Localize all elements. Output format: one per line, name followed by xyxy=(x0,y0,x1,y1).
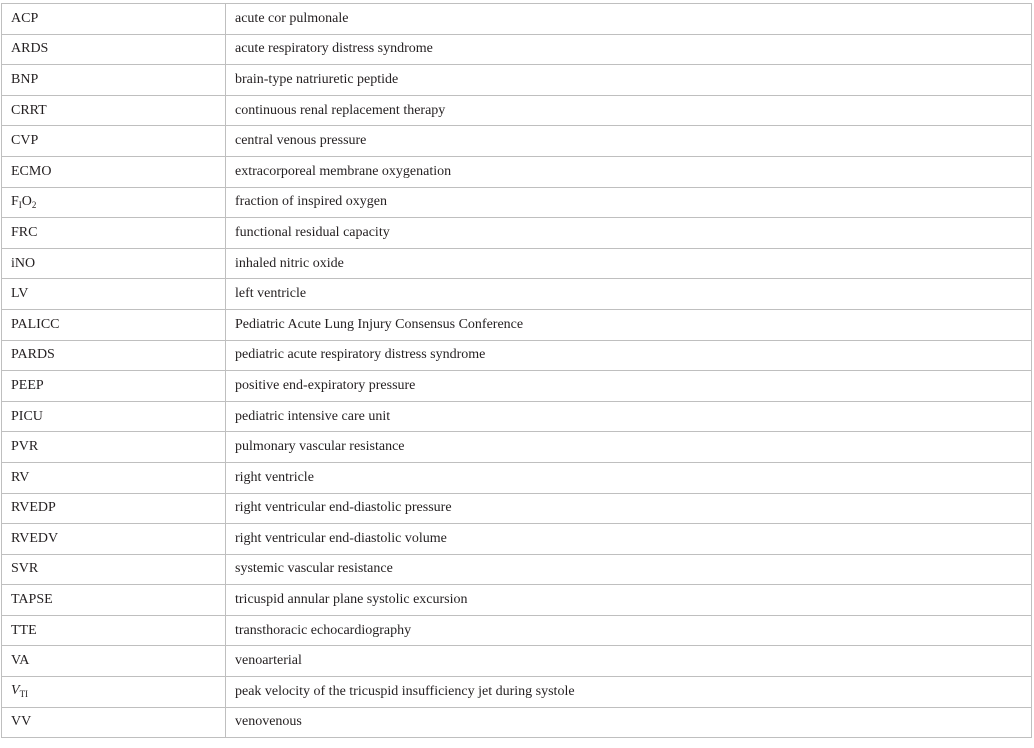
definition-cell: central venous pressure xyxy=(226,126,1032,157)
abbreviation-text: F xyxy=(11,193,19,209)
abbreviation-text: ECMO xyxy=(11,163,52,179)
definition-cell: acute cor pulmonale xyxy=(226,4,1032,35)
abbreviation-cell xyxy=(2,677,226,708)
abbreviation-text: PICU xyxy=(11,408,43,424)
table-row xyxy=(2,524,1032,555)
abbreviation-text: SVR xyxy=(11,561,39,577)
definition-cell: pediatric acute respiratory distress syndrome xyxy=(226,340,1032,371)
abbreviation-text: CRRT xyxy=(11,102,47,118)
abbreviation-subscript: 2 xyxy=(31,199,37,210)
definition-cell: venovenous xyxy=(226,707,1032,738)
abbreviation-cell xyxy=(2,371,226,402)
abbreviation-cell xyxy=(2,646,226,677)
abbreviation-text: PVR xyxy=(11,439,39,455)
table-row xyxy=(2,126,1032,157)
abbreviation-cell xyxy=(2,156,226,187)
definition-cell: venoarterial xyxy=(226,646,1032,677)
definition-cell: pediatric intensive care unit xyxy=(226,401,1032,432)
definition-cell: brain-type natriuretic peptide xyxy=(226,65,1032,96)
table-row xyxy=(2,4,1032,35)
abbreviation-cell xyxy=(2,340,226,371)
table-row xyxy=(2,187,1032,218)
abbreviation-cell xyxy=(2,401,226,432)
abbreviation-text: VA xyxy=(11,653,30,669)
abbreviation-text: iNO xyxy=(11,255,36,271)
abbreviation-cell xyxy=(2,218,226,249)
table-row xyxy=(2,218,1032,249)
table-row xyxy=(2,646,1032,677)
definition-cell: extracorporeal membrane oxygenation xyxy=(226,156,1032,187)
abbreviation-cell xyxy=(2,309,226,340)
definition-cell: right ventricular end-diastolic pressure xyxy=(226,493,1032,524)
abbreviation-text: PEEP xyxy=(11,377,44,393)
table-row xyxy=(2,462,1032,493)
abbreviation-cell xyxy=(2,279,226,310)
abbreviation-text: RVEDV xyxy=(11,530,59,546)
abbreviation-text: RV xyxy=(11,469,30,485)
abbreviation-text: PALICC xyxy=(11,316,60,332)
definition-cell: acute respiratory distress syndrome xyxy=(226,34,1032,65)
definition-cell: tricuspid annular plane systolic excursion xyxy=(226,585,1032,616)
abbreviation-cell xyxy=(2,493,226,524)
definition-cell: left ventricle xyxy=(226,279,1032,310)
abbreviation-text: RVEDP xyxy=(11,500,56,516)
table-body xyxy=(2,4,1032,738)
abbreviation-cell xyxy=(2,554,226,585)
definition-cell: functional residual capacity xyxy=(226,218,1032,249)
abbreviation-cell xyxy=(2,524,226,555)
abbreviation-text: V xyxy=(11,683,20,699)
table-row xyxy=(2,554,1032,585)
table-row xyxy=(2,615,1032,646)
abbreviation-cell xyxy=(2,707,226,738)
table-row xyxy=(2,432,1032,463)
abbreviation-text: TTE xyxy=(11,622,37,638)
table-row xyxy=(2,34,1032,65)
table-row xyxy=(2,156,1032,187)
abbreviation-text: CVP xyxy=(11,133,39,149)
abbreviation-subscript: I xyxy=(18,199,22,210)
abbreviation-text: ACP xyxy=(11,10,39,26)
abbreviation-text: FRC xyxy=(11,224,38,240)
definition-cell: right ventricle xyxy=(226,462,1032,493)
table-row xyxy=(2,371,1032,402)
table-row xyxy=(2,677,1032,708)
abbreviation-cell xyxy=(2,95,226,126)
abbreviation-cell xyxy=(2,187,226,218)
abbreviation-cell xyxy=(2,248,226,279)
table-row xyxy=(2,707,1032,738)
table-row xyxy=(2,401,1032,432)
abbreviation-text: TAPSE xyxy=(11,592,53,608)
table-row xyxy=(2,95,1032,126)
definition-cell: peak velocity of the tricuspid insufficiency jet during systole xyxy=(226,677,1032,708)
abbreviation-subscript: TI xyxy=(19,689,29,700)
abbreviation-cell xyxy=(2,65,226,96)
definition-cell: right ventricular end-diastolic volume xyxy=(226,524,1032,555)
table-row xyxy=(2,65,1032,96)
table-row xyxy=(2,248,1032,279)
definition-cell: pulmonary vascular resistance xyxy=(226,432,1032,463)
definition-cell: positive end-expiratory pressure xyxy=(226,371,1032,402)
abbreviation-text: PARDS xyxy=(11,347,55,363)
abbreviation-text: ARDS xyxy=(11,41,49,57)
table-row xyxy=(2,279,1032,310)
table-row xyxy=(2,493,1032,524)
abbreviation-cell xyxy=(2,4,226,35)
abbreviation-cell xyxy=(2,615,226,646)
definition-cell: fraction of inspired oxygen xyxy=(226,187,1032,218)
abbreviation-text: LV xyxy=(11,286,29,302)
abbreviation-text: BNP xyxy=(11,71,39,87)
abbreviations-table xyxy=(1,3,1032,738)
definition-cell: Pediatric Acute Lung Injury Consensus Conference xyxy=(226,309,1032,340)
abbreviation-text: VV xyxy=(11,714,32,730)
abbreviation-cell xyxy=(2,432,226,463)
abbreviation-cell xyxy=(2,585,226,616)
abbreviation-cell xyxy=(2,126,226,157)
definition-cell: inhaled nitric oxide xyxy=(226,248,1032,279)
table-row xyxy=(2,585,1032,616)
abbreviation-cell xyxy=(2,34,226,65)
table-row xyxy=(2,340,1032,371)
definition-cell: continuous renal replacement therapy xyxy=(226,95,1032,126)
table-row xyxy=(2,309,1032,340)
definition-cell: systemic vascular resistance xyxy=(226,554,1032,585)
definition-cell: transthoracic echocardiography xyxy=(226,615,1032,646)
abbreviation-text-continued: O xyxy=(21,193,32,209)
abbreviation-cell xyxy=(2,462,226,493)
